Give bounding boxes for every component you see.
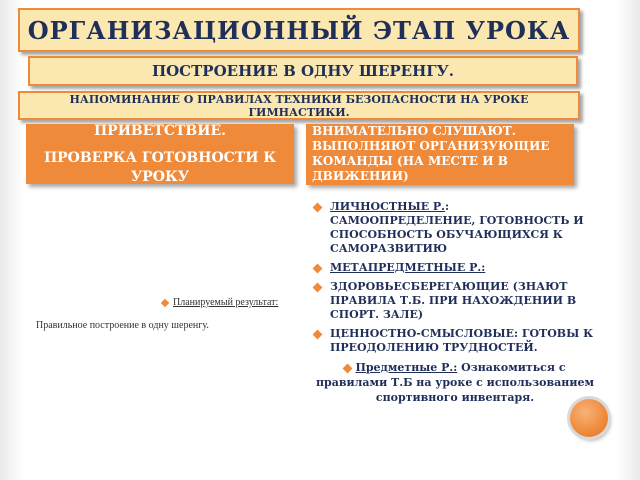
result-label: МЕТАПРЕДМЕТНЫЕ Р.: <box>330 261 486 274</box>
bullet-icon <box>343 363 353 373</box>
planned-outcome: Правильное построение в одну шеренгу. <box>36 320 209 331</box>
teacher-activity-box <box>26 124 294 184</box>
subtitle-text: ПОСТРОЕНИЕ В ОДНУ ШЕРЕНГУ. <box>151 62 455 80</box>
results-list <box>314 200 596 410</box>
subtitle-banner <box>28 56 578 86</box>
result-text: ЗДОРОВЬЕСБЕРЕГАЮЩИЕ (ЗНАЮТ ПРАВИЛА Т.Б. ПРИ НАХОЖДЕНИИ В СПОРТ. ЗАЛЕ) <box>330 280 577 321</box>
result-label: ЛИЧНОСТНЫЕ Р. <box>330 200 446 213</box>
list-item <box>314 327 596 355</box>
bullet-icon <box>161 298 169 306</box>
subject-result <box>314 360 596 405</box>
bullet-icon <box>313 264 323 274</box>
list-item <box>314 261 596 275</box>
planned-result-label: Планируемый результат: <box>173 297 279 308</box>
subject-result-label: Предметные Р.: <box>355 361 458 374</box>
readiness-check-text: ПРОВЕРКА ГОТОВНОСТИ К УРОКУ <box>43 150 277 185</box>
subject-result-text: Ознакомиться с правилами Т.Б на уроке с использованием спортивного инвентаря. <box>315 361 595 404</box>
planned-result <box>162 297 278 308</box>
bullet-icon <box>313 203 323 213</box>
student-activity-text: ВНИМАТЕЛЬНО СЛУШАЮТ. ВЫПОЛНЯЮТ ОРГАНИЗУЮЩИЕ КОМАНДЫ (НА МЕСТЕ И В ДВИЖЕНИИ) <box>312 124 550 183</box>
student-activity-box <box>306 124 574 185</box>
result-text: : САМООПРЕДЕЛЕНИЕ, ГОТОВНОСТЬ И СПОСОБНОСТЬ ОБУЧАЮЩИХСЯ К САМОРАЗВИТИЮ <box>330 200 584 255</box>
list-item <box>314 280 596 322</box>
result-text: ЦЕННОСТНО-СМЫСЛОВЫЕ: ГОТОВЫ К ПРЕОДОЛЕНИЮ ТРУДНОСТЕЙ. <box>330 327 594 354</box>
slide-title <box>18 8 580 52</box>
safety-notice-text: НАПОМИНАНИЕ О ПРАВИЛАХ ТЕХНИКИ БЕЗОПАСНОСТИ НА УРОКЕ ГИМНАСТИКИ. <box>69 92 529 119</box>
bullet-icon <box>313 283 323 293</box>
decorative-circle-icon <box>570 399 608 437</box>
safety-notice-banner <box>18 91 580 120</box>
slide-title-text: ОРГАНИЗАЦИОННЫЙ ЭТАП УРОКА <box>27 15 571 45</box>
greeting-text: ПРИВЕТСТВИЕ. <box>93 123 227 139</box>
bullet-icon <box>313 330 323 340</box>
list-item <box>314 200 596 256</box>
